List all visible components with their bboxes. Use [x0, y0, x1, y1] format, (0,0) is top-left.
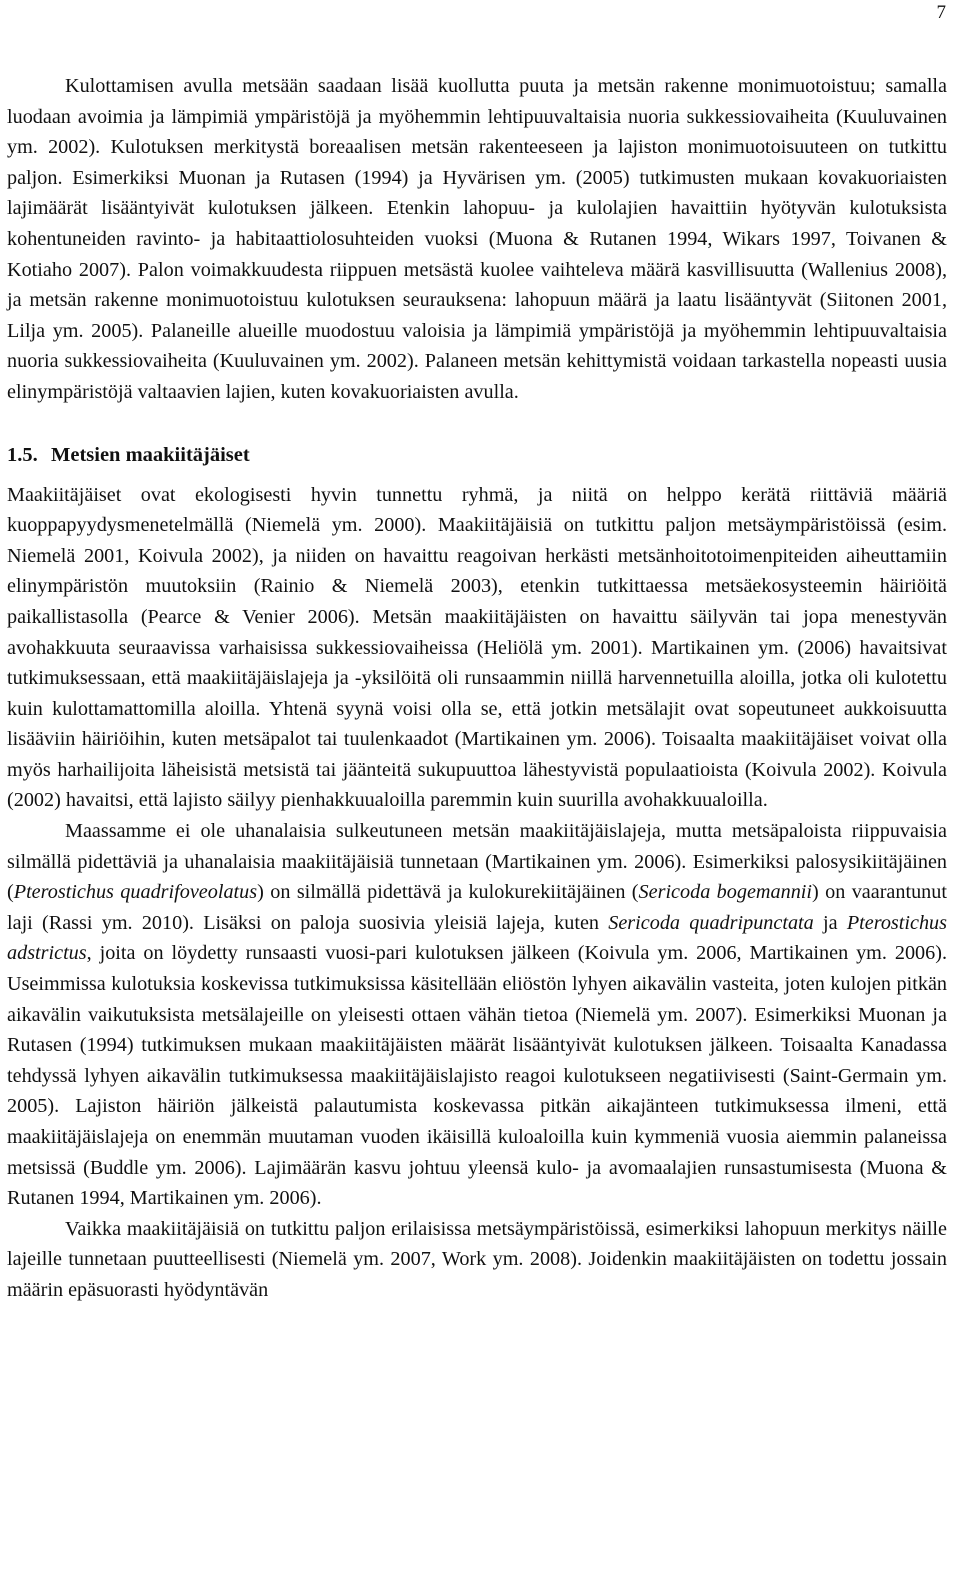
species-name: Pterostichus adstrictus — [7, 911, 947, 965]
species-name: Sericoda quadripunctata — [608, 911, 814, 934]
text-run: Maassamme ei ole uhanalaisia sulkeutuneen metsän maakiitäjäislajeja, mutta metsäpaloista riippuvaisia silmällä pidettäviä ja uhanalaisia maakiitäjäisiä tunnetaan (Martikainen ym. 2006). Esimerkiksi palosysikiitäjäinen ( — [7, 820, 947, 904]
paragraph-uhanalaiset — [7, 816, 947, 1214]
species-name: Pterostichus quadrifoveolatus — [13, 881, 258, 904]
section-number: 1.5. — [7, 443, 38, 466]
paragraph-lahopuu: Vaikka maakiitäjäisiä on tutkittu paljon erilaisissa metsäympäristöissä, esimerkiksi lahopuun merkitys näille lajeille tunnetaan puutteellisesti (Niemelä ym. 2007, Work ym. 2008). Joidenkin maakiitäjäisten on todettu jossain määrin epäsuorasti hyödyntävän — [7, 1217, 947, 1301]
text-run: ) on vaarantunut laji (Rassi ym. 2010). Lisäksi on paloja suosivia yleisiä lajeja, kuten — [7, 881, 947, 934]
text-run: , joita on löydetty runsaasti vuosi-pari kulotuksen jälkeen (Koivula ym. 2006, Martikainen ym. 2006). Useimmissa kulotuksia koskevissa tutkimuksissa käsitellään eliöstön lyhyen aikavälin vasteita, joten kulojen pitkän aikavälin vaikutuksista metsälajeille on yleisesti ottaen vähän tietoa (Niemelä ym. 2007). Esimerkiksi Muonan ja Rutasen (1994) tutkimuksen mukaan maakiitäjäisten määrät lisääntyivät kulotuksen jälkeen. Toisaalta Kanadassa tehdyssä lyhyen aikavälin tutkimuksessa maakiitäjäislajisto reagoi kulotukseen negatiivisesti (Saint-Germain ym. 2005). Lajiston häiriön jälkeistä palautumista koskevassa pitkän aikajänteen tutkimuksessa ilmeni, että maakiitäjäislajeja on enemmän muutaman vuoden ikäisillä kuloaloilla kuin kymmeniä vuosia aiemmin palaneissa metsissä (Buddle ym. 2006). Lajimäärän kasvu johtuu yleensä kulo- ja avomaalajien runsastumisesta (Muona & Rutanen 1994, Martikainen ym. 2006). — [7, 942, 947, 1210]
document-body — [7, 71, 947, 1306]
paragraph-kulotus: Kulottamisen avulla metsään saadaan lisää kuollutta puuta ja metsän rakenne monimuotoistuu; samalla luodaan avoimia ja lämpimiä ympäristöjä ja myöhemmin lehtipuuvaltaisia nuoria sukkessiovaiheita (Kuuluvainen ym. 2002). Kulotuksen merkitystä boreaalisen metsän rakenteeseen ja lajiston monimuotoisuuteen on tutkittu paljon. Esimerkiksi Muonan ja Rutasen (1994) ja Hyvärisen ym. (2005) tutkimusten mukaan kovakuoriaisten lajimäärät lisääntyivät kulotuksen jälkeen. Etenkin lahopuu- ja kulolajien havaittiin hyötyvän kulotuksista kohentuneiden ravinto- ja habitaattiolosuhteiden vuoksi (Muona & Rutanen 1994, Wikars 1997, Toivanen & Kotiaho 2007). Palon voimakkuudesta riippuen metsästä kuolee vaihteleva määrä kasvillisuutta (Wallenius 2008), ja metsän rakenne monimuotoistuu kulotuksen seurauksena: lahopuun määrä ja laatu lisääntyvät (Siitonen 2001, Lilja ym. 2005). Palaneille alueille muodostuu valoisia ja lämpimiä ympäristöjä ja myöhemmin lehtipuuvaltaisia nuoria sukkessiovaiheita (Kuuluvainen ym. 2002). Palaneen metsän kehittymistä voidaan tarkastella nopeasti uusia elinympäristöjä valtaavien lajien, kuten kovakuoriaisten avulla. — [7, 75, 947, 403]
page-number: 7 — [936, 2, 946, 23]
section-title: Metsien maakiitäjäiset — [51, 443, 250, 466]
section-heading — [7, 440, 947, 470]
text-run: ja — [813, 911, 847, 934]
text-run: ) on silmällä pidettävä ja kulokurekiitäjäinen ( — [257, 881, 639, 904]
paragraph-maakiitajaiset: Maakiitäjäiset ovat ekologisesti hyvin tunnettu ryhmä, ja niitä on helppo kerätä riittäviä määriä kuoppapyydysmenetelmällä (Niemelä ym. 2000). Maakiitäjäisiä on tutkittu paljon metsäympäristöissä (esim. Niemelä 2001, Koivula 2002), ja niiden on havaittu reagoivan herkästi metsänhoitotoimenpiteiden aiheuttamiin elinympäristön muutoksiin (Rainio & Niemelä 2003), etenkin tutkittaessa metsäekosysteemin häiriöitä paikallistasolla (Pearce & Venier 2006). Metsän maakiitäjäisten on havaittu säilyvän tai jopa menestyvän avohakkuuta seuraavissa varhaisissa sukkessiovaiheissa (Heliölä ym. 2001). Martikainen ym. (2006) havaitsivat tutkimuksessaan, että maakiitäjäislajeja ja -yksilöitä oli runsaammin niillä harvennetuilla aloilla, jotka oli kulotettu kuin kulottamattomilla aloilla. Yhtenä syynä voisi olla se, että jotkin metsälajit ovat sopeutuneet aukkoisuutta lisääviin häiriöihin, kuten metsäpalot tai tuulenkaadot (Martikainen ym. 2006). Toisaalta maakiitäjäiset voivat olla myös harhailijoita läheisistä metsistä tai jäänteitä sukupuuttoa lähestyvistä populaatioista (Koivula 2002). Koivula (2002) havaitsi, että lajisto säilyy pienhakkuualoilla paremmin kuin suurilla avohakkuualoilla. — [7, 483, 947, 812]
species-name: Sericoda bogemannii — [638, 881, 812, 904]
